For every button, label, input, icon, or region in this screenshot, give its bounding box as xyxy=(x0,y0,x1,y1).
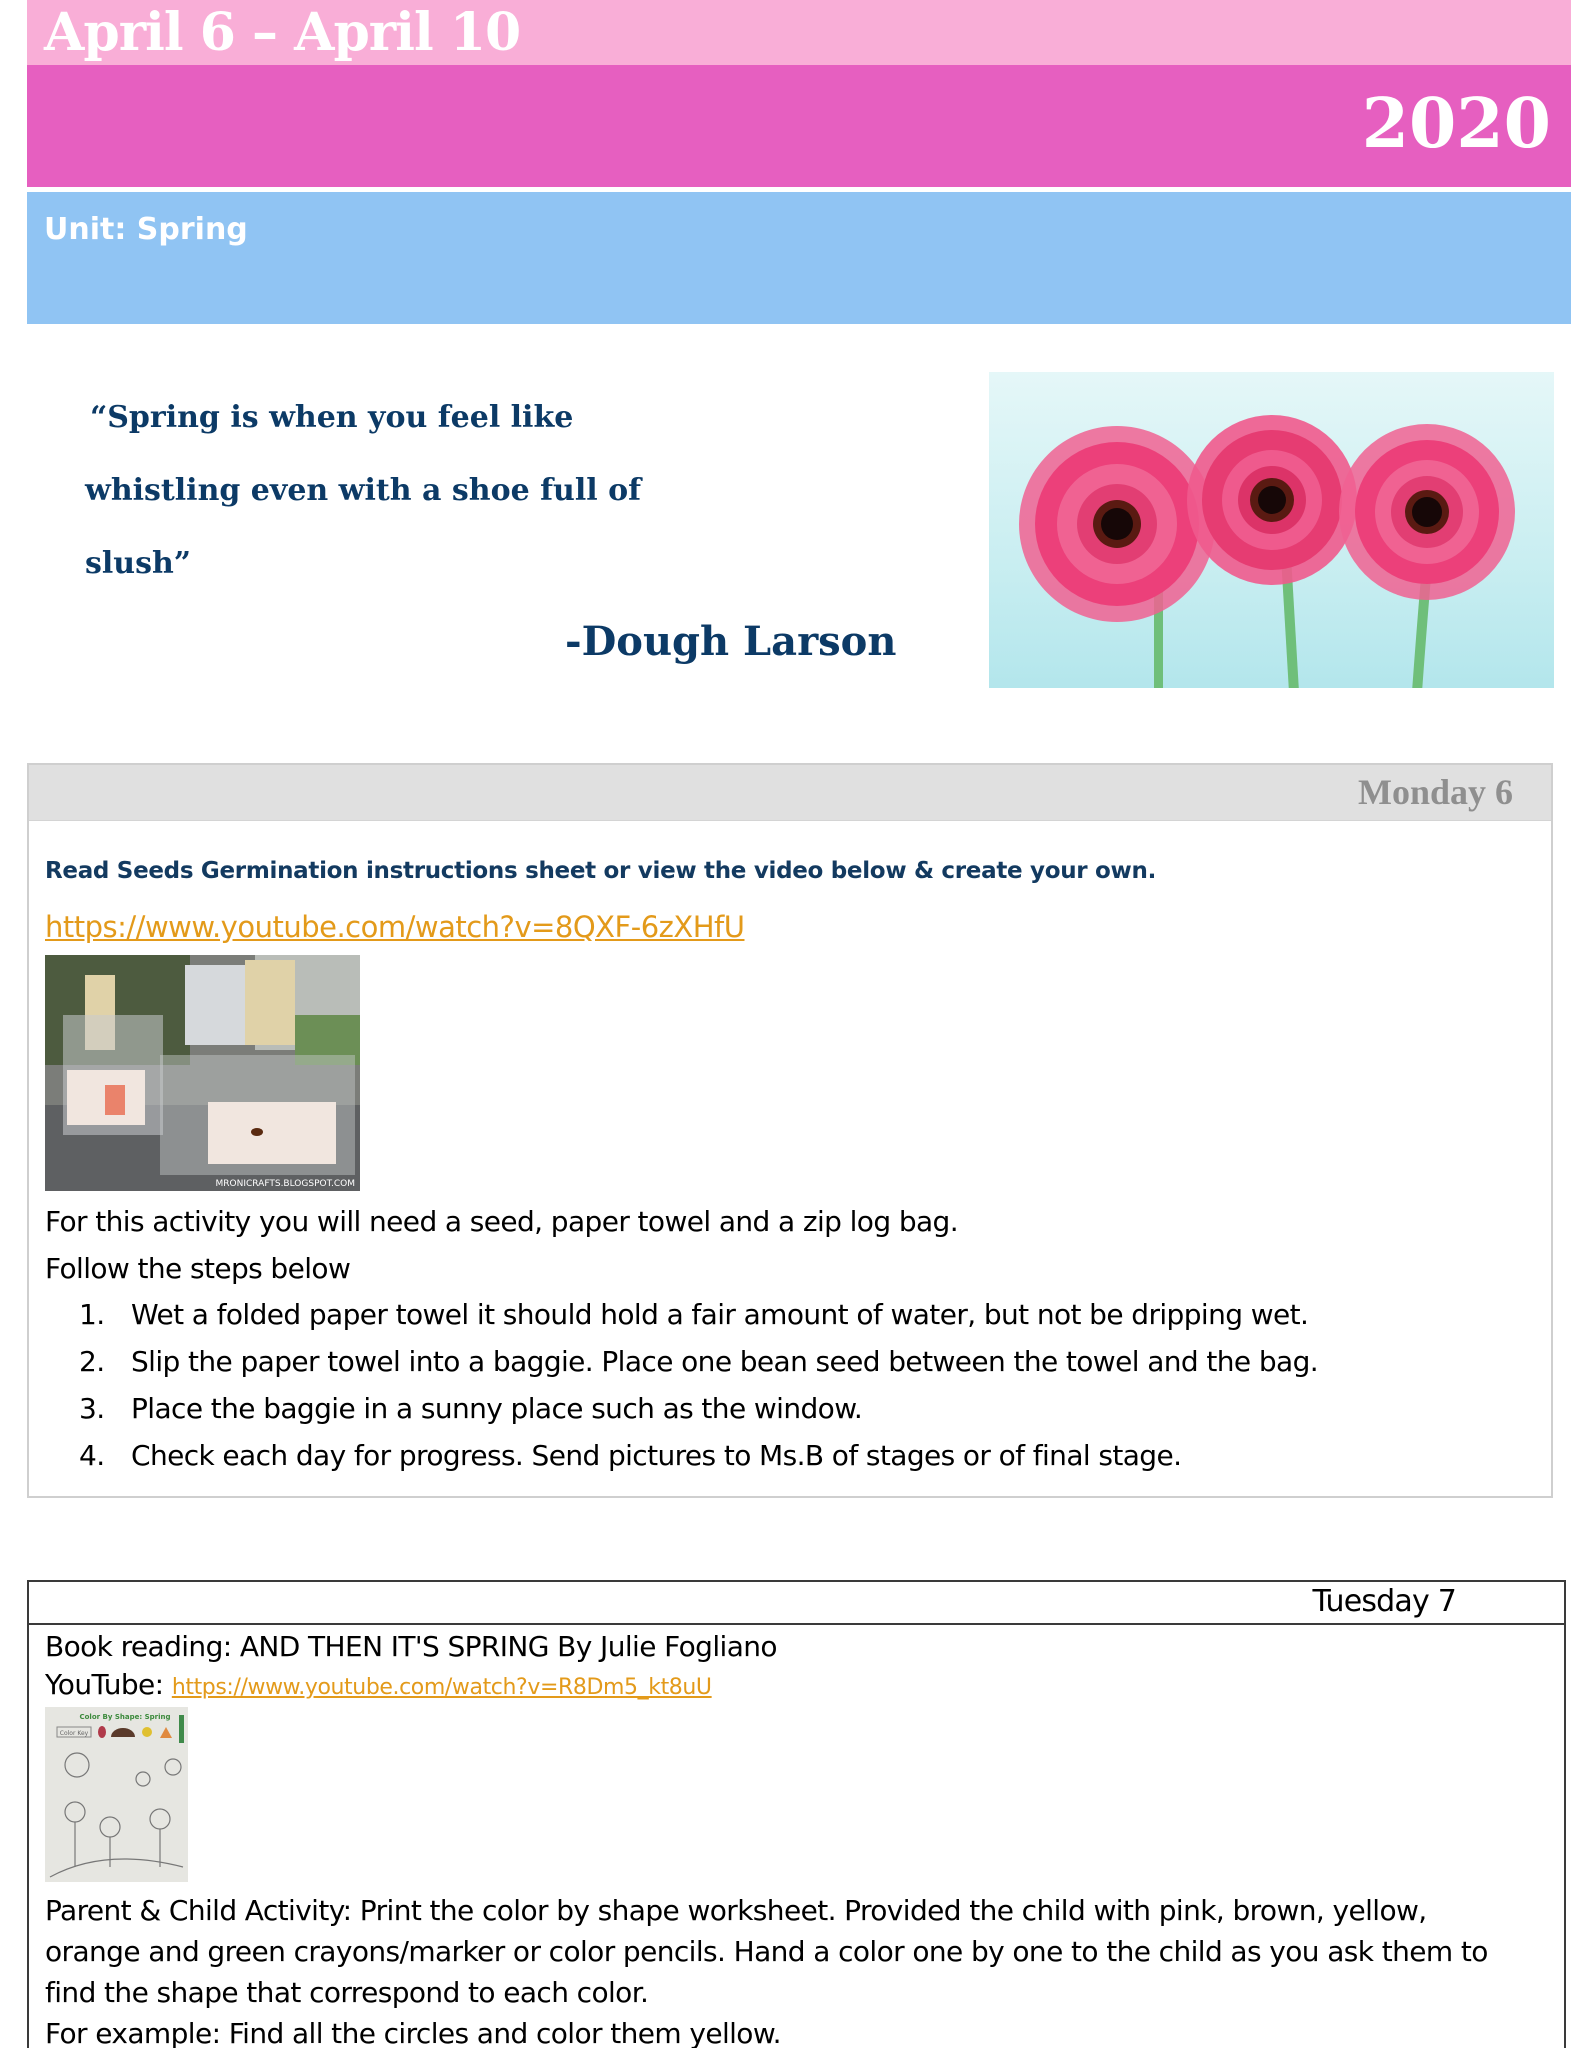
week-range-title: April 6 – April 10 xyxy=(44,2,521,63)
monday-day-label: Monday 6 xyxy=(1357,772,1513,812)
activity-line: Parent & Child Activity: Print the color by shape worksheet. Provided the child with pink, brown, yellow, xyxy=(45,1894,1427,1927)
header-year-band xyxy=(27,65,1571,187)
youtube-line xyxy=(45,1668,712,1701)
unit-band xyxy=(27,192,1571,324)
photo-icon xyxy=(45,955,360,1191)
worksheet-icon xyxy=(45,1707,188,1882)
svg-text:MRONICRAFTS.BLOGSPOT.COM: MRONICRAFTS.BLOGSPOT.COM xyxy=(215,1179,355,1189)
flower-icon xyxy=(989,372,1554,688)
activity-line: find the shape that correspond to each color. xyxy=(45,1976,649,2009)
step-item xyxy=(29,1439,1181,1472)
tuesday-day-label: Tuesday 7 xyxy=(1312,1584,1456,1619)
step-item xyxy=(29,1392,862,1425)
step-item xyxy=(29,1345,1318,1378)
year-label: 2020 xyxy=(1361,84,1551,164)
quote-author: -Dough Larson xyxy=(565,618,897,665)
activity-line: orange and green crayons/marker or color pencils. Hand a color one by one to the child as you ask them to xyxy=(45,1935,1488,1968)
quote-line: “Spring is when you feel like xyxy=(90,400,574,435)
step-number: 1. xyxy=(79,1298,105,1331)
step-text: Check each day for progress. Send pictures to Ms.B of stages or of final stage. xyxy=(131,1439,1182,1472)
monday-video-link[interactable]: https://www.youtube.com/watch?v=8QXF-6zXHfU xyxy=(45,910,745,944)
step-text: Slip the paper towel into a baggie. Place one bean seed between the towel and the bag. xyxy=(131,1345,1319,1378)
monday-instruction: Read Seeds Germination instructions sheet or view the video below & create your own. xyxy=(45,858,1157,884)
seed-germination-photo xyxy=(45,955,360,1191)
step-text: Wet a folded paper towel it should hold a fair amount of water, but not be dripping wet. xyxy=(131,1298,1309,1331)
quote-line: slush” xyxy=(85,546,192,581)
step-text: Place the baggie in a sunny place such as the window. xyxy=(131,1392,863,1425)
monday-header xyxy=(29,765,1551,821)
tuesday-section xyxy=(27,1580,1566,2048)
book-reading-text: Book reading: AND THEN IT'S SPRING By Julie Fogliano xyxy=(45,1630,777,1663)
quote-line: whistling even with a shoe full of xyxy=(85,473,641,508)
step-item xyxy=(29,1298,1308,1331)
svg-text:Color Key: Color Key xyxy=(59,1730,89,1737)
steps-intro: Follow the steps below xyxy=(45,1252,351,1285)
youtube-label: YouTube: xyxy=(45,1668,164,1701)
activity-line: For example: Find all the circles and color them yellow. xyxy=(45,2017,781,2048)
unit-label: Unit: Spring xyxy=(44,212,248,247)
step-number: 4. xyxy=(79,1439,105,1472)
tuesday-video-link[interactable]: https://www.youtube.com/watch?v=R8Dm5_kt8uU xyxy=(171,1675,712,1700)
gerbera-flowers-image xyxy=(989,372,1554,688)
tuesday-header xyxy=(29,1582,1564,1625)
step-number: 3. xyxy=(79,1392,105,1425)
svg-text:Color By Shape: Spring: Color By Shape: Spring xyxy=(79,1713,171,1721)
monday-section xyxy=(27,763,1553,1498)
step-number: 2. xyxy=(79,1345,105,1378)
color-by-shape-worksheet-image xyxy=(45,1707,188,1882)
materials-text: For this activity you will need a seed, paper towel and a zip log bag. xyxy=(45,1205,959,1238)
